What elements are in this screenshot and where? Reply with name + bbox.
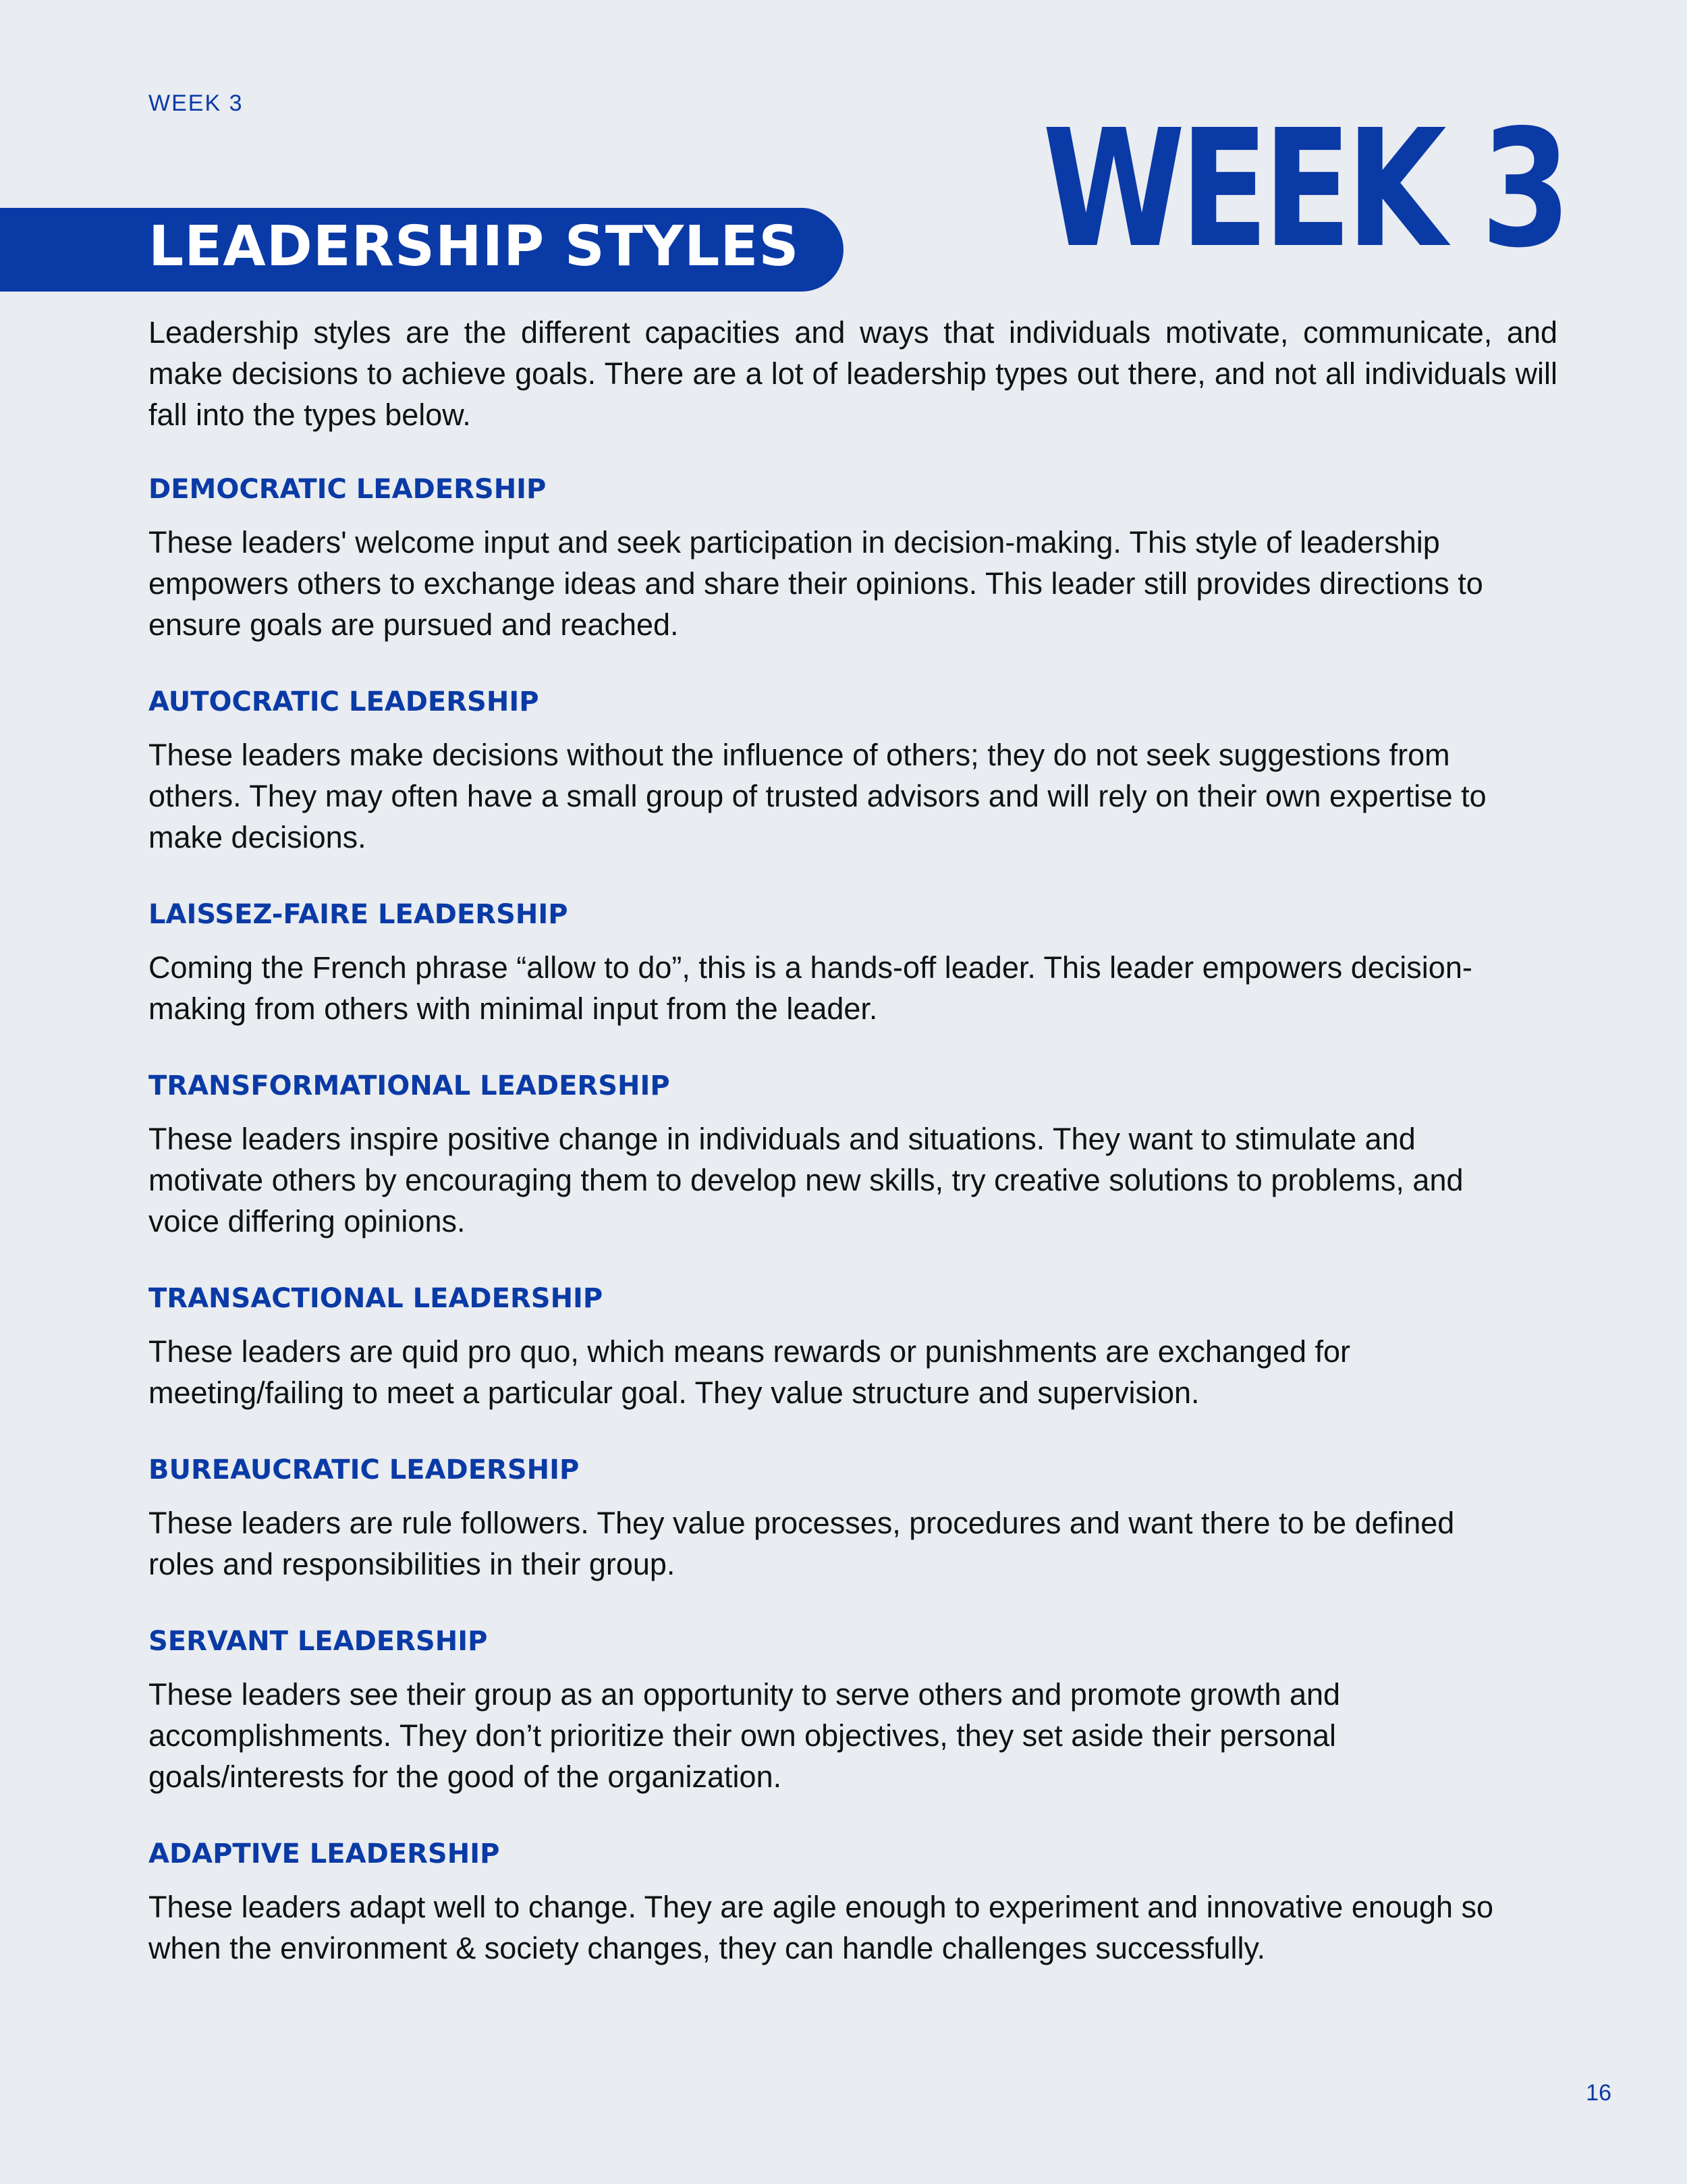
section-servant bbox=[148, 1624, 1557, 1797]
section-body: These leaders' welcome input and seek participation in decision-making. This style of leadership empowers others to exchange ideas and share their opinions. This leader still provides directions to ensure goals are pursued and reached. bbox=[148, 525, 1483, 642]
section-heading: LAISSEZ-FAIRE LEADERSHIP bbox=[148, 899, 568, 930]
section-body: These leaders are quid pro quo, which means rewards or punishments are exchanged for meeting/failing to meet a particular goal. They value structure and supervision. bbox=[148, 1334, 1350, 1410]
page-title: LEADERSHIP STYLES bbox=[148, 215, 800, 279]
section-body: These leaders see their group as an opportunity to serve others and promote growth and accomplishments. They don’t prioritize their own objectives, they set aside their personal goals/interests for the good of the organization. bbox=[148, 1677, 1341, 1794]
week-display-heading: WEEK 3 bbox=[1042, 94, 1566, 283]
section-bureaucratic bbox=[148, 1452, 1557, 1585]
section-body: These leaders inspire positive change in individuals and situations. They want to stimulate and motivate others by encouraging them to develop new skills, try creative solutions to problems, and voice differing opinions. bbox=[148, 1122, 1464, 1238]
section-heading: TRANSACTIONAL LEADERSHIP bbox=[148, 1283, 603, 1314]
section-autocratic bbox=[148, 684, 1557, 858]
section-democratic bbox=[148, 472, 1557, 645]
section-body: These leaders adapt well to change. They are agile enough to experiment and innovative enough so when the environment & society changes, they can handle challenges successfully. bbox=[148, 1890, 1494, 1965]
section-adaptive bbox=[148, 1836, 1557, 1969]
section-body: These leaders make decisions without the influence of others; they do not seek suggestions from others. They may often have a small group of trusted advisors and will rely on their own expertise to make decisions. bbox=[148, 738, 1487, 854]
section-heading: BUREAUCRATIC LEADERSHIP bbox=[148, 1454, 580, 1485]
page-number: 16 bbox=[1586, 2080, 1611, 2106]
section-heading: DEMOCRATIC LEADERSHIP bbox=[148, 474, 547, 505]
section-transformational bbox=[148, 1068, 1557, 1242]
section-transactional bbox=[148, 1281, 1557, 1413]
running-header: WEEK 3 bbox=[148, 90, 244, 116]
section-body: Coming the French phrase “allow to do”, this is a hands-off leader. This leader empowers decision-making from others with minimal input from the leader. bbox=[148, 950, 1472, 1026]
section-heading: AUTOCRATIC LEADERSHIP bbox=[148, 686, 539, 717]
section-laissez-faire bbox=[148, 897, 1557, 1029]
intro-paragraph: Leadership styles are the different capacities and ways that individuals motivate, communicate, and make decisions to achieve goals. There are a lot of leadership types out there, and not all individuals will fall into the types below. bbox=[148, 315, 1557, 432]
section-body: These leaders are rule followers. They value processes, procedures and want there to be defined roles and responsibilities in their group. bbox=[148, 1506, 1455, 1581]
content bbox=[148, 312, 1557, 2008]
section-heading: SERVANT LEADERSHIP bbox=[148, 1626, 488, 1657]
section-heading: TRANSFORMATIONAL LEADERSHIP bbox=[148, 1070, 670, 1101]
section-heading: ADAPTIVE LEADERSHIP bbox=[148, 1838, 500, 1869]
